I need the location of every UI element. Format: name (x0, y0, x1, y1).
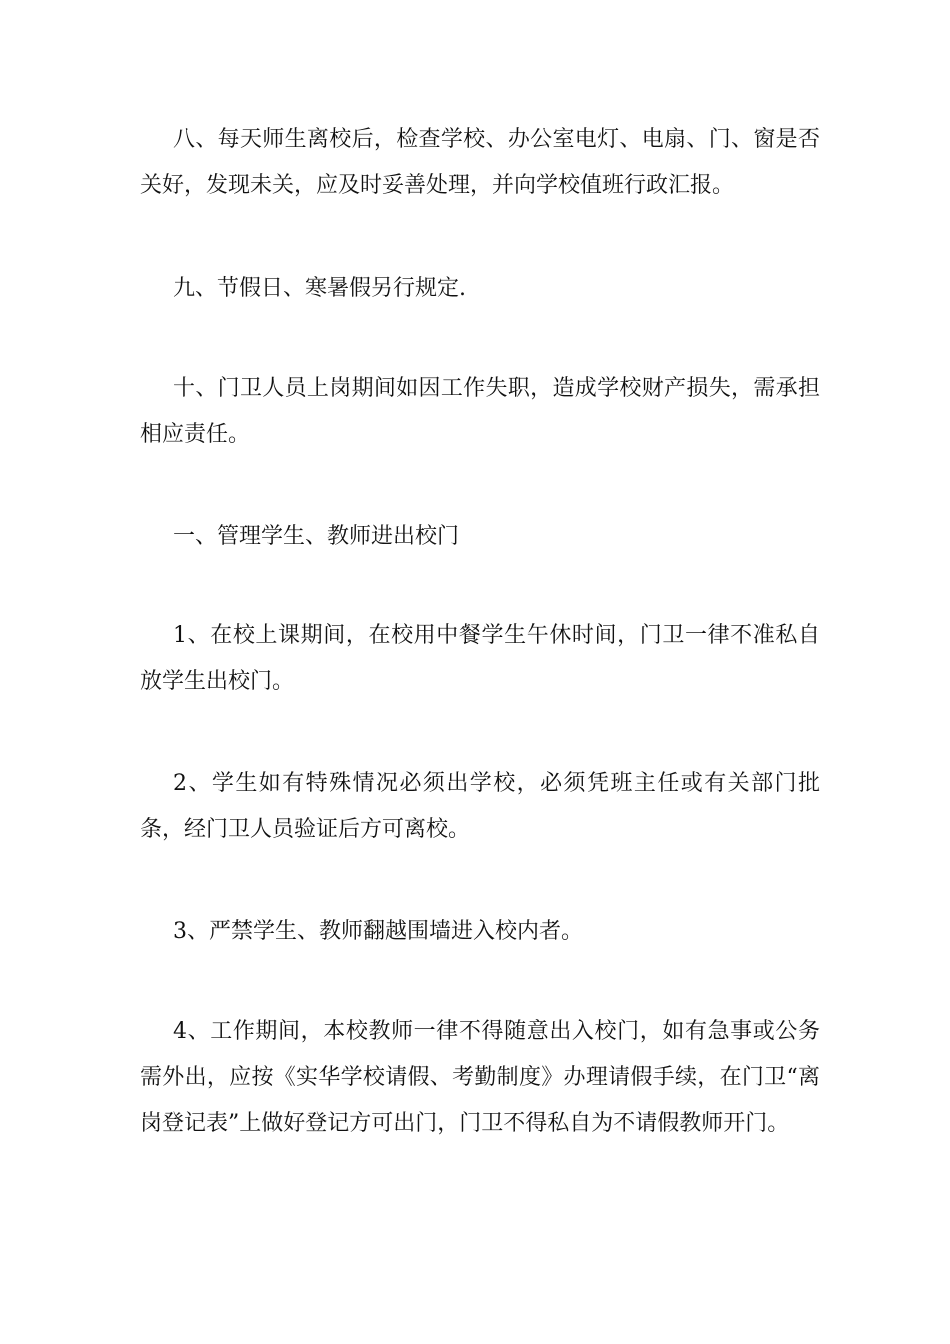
paragraph-10: 十、门卫人员上岗期间如因工作失职，造成学校财产损失，需承担相应责任。 (140, 376, 820, 447)
item-1: 1、在校上课期间，在校用中餐学生午休时间，门卫一律不准私自放学生出校门。 (140, 623, 820, 694)
item-3: 3、严禁学生、教师翻越围墙进入校内者。 (173, 919, 583, 944)
paragraph-9: 九、节假日、寒暑假另行规定. (173, 276, 466, 301)
item-2: 2、学生如有特殊情况必须出学校，必须凭班主任或有关部门批条，经门卫人员验证后方可离校。 (140, 771, 820, 842)
paragraph-8: 八、每天师生离校后，检查学校、办公室电灯、电扇、门、窗是否关好，发现未关，应及时妥善处理，并向学校值班行政汇报。 (140, 127, 820, 198)
item-4: 4、工作期间，本校教师一律不得随意出入校门，如有急事或公务需外出，应按《实华学校请假、考勤制度》办理请假手续，在门卫“离岗登记表”上做好登记方可出门，门卫不得私自为不请假教师开门。 (140, 1019, 820, 1136)
section-heading-1: 一、管理学生、教师进出校门 (173, 524, 460, 549)
